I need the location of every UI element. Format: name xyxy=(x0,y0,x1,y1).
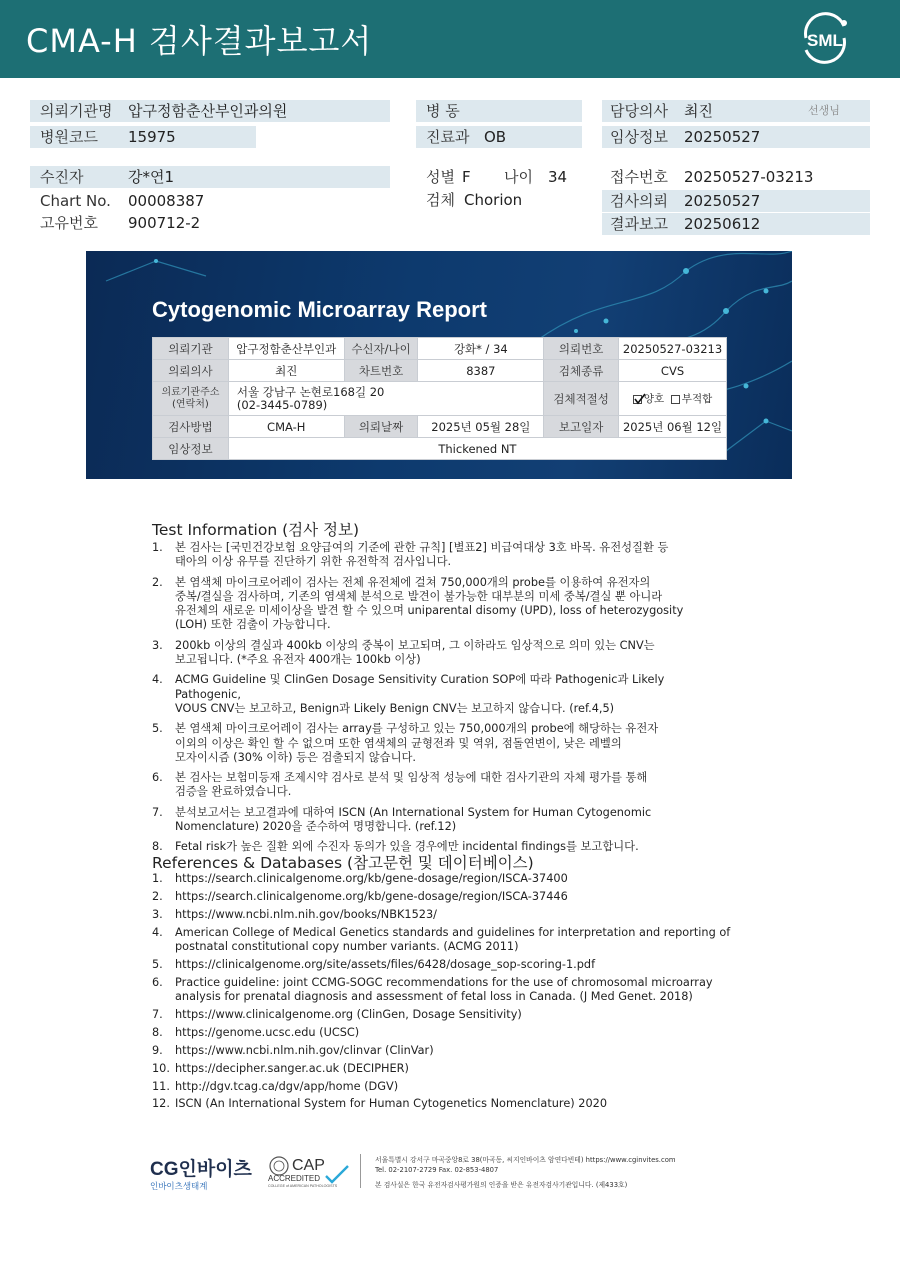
list-item xyxy=(152,722,732,765)
list-item-line: Fetal risk가 높은 질환 외에 수진자 동의가 있을 경우에만 incidental findings를 보고합니다. xyxy=(175,840,639,854)
test-info-list xyxy=(152,541,732,861)
list-item-line: https://search.clinicalgenome.org/kb/gene-dosage/region/ISCA-37400 xyxy=(175,872,568,885)
table-cell: 수신자/나이 xyxy=(344,338,418,360)
dept-value: OB xyxy=(484,128,507,146)
report-banner xyxy=(86,251,792,479)
footer xyxy=(150,1152,710,1192)
sex-value: F xyxy=(462,168,471,186)
list-item-line: 분석보고서는 보고결과에 대하여 ISCN (An International System for Human Cytogenomic xyxy=(175,805,652,819)
patient-value: 강*연1 xyxy=(128,168,175,186)
institution-label: 의뢰기관명 xyxy=(40,102,113,120)
list-item xyxy=(152,1044,732,1058)
report-date-value: 20250612 xyxy=(684,215,761,233)
list-item xyxy=(152,541,732,570)
report-title: CMA-H 검사결과보고서 xyxy=(26,22,373,60)
list-item-number: 11. xyxy=(152,1079,170,1093)
table-cell: 의뢰의사 xyxy=(153,360,229,382)
footer-contact: Tel. 02-2107-2729 Fax. 02-853-4807 xyxy=(375,1166,499,1174)
list-item-line: Practice guideline: joint CCMG-SOGC recommendations for the use of chromosomal microarray xyxy=(175,975,713,989)
doctor-suffix: 선생님 xyxy=(808,104,840,117)
list-item-number: 4. xyxy=(152,673,163,687)
sml-logo-icon xyxy=(796,12,854,64)
list-item xyxy=(152,1097,732,1111)
list-item-line: https://decipher.sanger.ac.uk (DECIPHER) xyxy=(175,1061,409,1075)
ward-label: 병 동 xyxy=(426,102,460,120)
table-cell: 검체종류 xyxy=(544,360,619,382)
list-item-line: ACMG Guideline 및 ClinGen Dosage Sensitivity Curation SOP에 따라 Pathogenic과 Likely Pathogenic, xyxy=(175,673,665,701)
logo-text: SML xyxy=(807,31,843,50)
hospital-code-value: 15975 xyxy=(128,128,176,146)
list-item xyxy=(152,806,732,835)
list-item-line: https://search.clinicalgenome.org/kb/gene-dosage/region/ISCA-37446 xyxy=(175,889,568,903)
list-item-line: https://www.ncbi.nlm.nih.gov/books/NBK1523/ xyxy=(175,907,437,921)
list-item-number: 5. xyxy=(152,722,163,736)
suitability-cell xyxy=(619,382,727,416)
list-item-line: 모자이시즘 (30% 이하) 등은 검출되지 않습니다. xyxy=(175,750,416,764)
list-item-line: (LOH) 또한 검출이 가능합니다. xyxy=(175,618,331,632)
list-item-line: 본 염색체 마이크로어레이 검사는 array를 구성하고 있는 750,000개의 probe에 해당하는 유전자 xyxy=(175,722,659,736)
cap-accredited-text: ACCREDITED xyxy=(268,1174,321,1183)
hospital-code-label: 병원코드 xyxy=(40,128,98,146)
table-cell: 최진 xyxy=(228,360,344,382)
banner-title: Cytogenomic Microarray Report xyxy=(152,297,487,322)
table-cell: 임상정보 xyxy=(153,438,229,460)
unique-no-label: 고유번호 xyxy=(40,214,98,232)
address-cell xyxy=(228,382,543,416)
specimen-value: Chorion xyxy=(464,191,523,209)
unsuitable-label: 부적합 xyxy=(681,393,713,405)
dept-label: 진료과 xyxy=(426,128,470,146)
report-date-field xyxy=(602,213,870,235)
list-item xyxy=(152,908,732,922)
list-item-line: https://www.ncbi.nlm.nih.gov/clinvar (ClinVar) xyxy=(175,1043,434,1057)
ward-field xyxy=(416,100,582,122)
table-cell: Thickened NT xyxy=(228,438,726,460)
list-item-line: Nomenclature) 2020을 준수하여 명명합니다. (ref.12) xyxy=(175,820,457,834)
list-item xyxy=(152,926,732,955)
cap-small-text: COLLEGE of AMERICAN PATHOLOGISTS xyxy=(268,1184,338,1188)
unique-no-value: 900712-2 xyxy=(128,214,201,232)
list-item-line: 이외의 이상은 확인 할 수 없으며 또한 염색체의 균형전좌 및 역위, 점돌연변이, 낮은 레벨의 xyxy=(175,736,622,750)
patient-label: 수진자 xyxy=(40,168,84,186)
list-item-number: 3. xyxy=(152,907,163,921)
institution-field xyxy=(30,100,390,122)
chart-no-value: 00008387 xyxy=(128,192,205,210)
list-item-number: 10. xyxy=(152,1061,170,1075)
patient-field xyxy=(30,166,390,188)
table-cell: 8387 xyxy=(418,360,544,382)
list-item-line: 태아의 이상 유무를 진단하기 위한 유전학적 검사입니다. xyxy=(175,555,452,569)
list-item xyxy=(152,1062,732,1076)
chart-no-label: Chart No. xyxy=(40,192,111,210)
cg-invites-logo: CG인바이츠 xyxy=(150,1159,252,1180)
receipt-field xyxy=(602,166,870,188)
dept-field xyxy=(416,126,582,148)
receipt-value: 20250527-03213 xyxy=(684,168,814,186)
table-cell: 차트번호 xyxy=(344,360,418,382)
list-item-line: ISCN (An International System for Human Cytogenetics Nomenclature) 2020 xyxy=(175,1097,608,1111)
doctor-label: 담당의사 xyxy=(610,102,668,120)
list-item xyxy=(152,771,732,800)
list-item-number: 7. xyxy=(152,805,163,819)
list-item-line: 중복/결실을 검사하며, 기존의 염색체 분석으로 발견이 불가능한 대부분의 미세 중복/결실 뿐 아니라 xyxy=(175,589,663,603)
list-item-number: 1. xyxy=(152,541,163,554)
test-info-title: Test Information (검사 정보) xyxy=(152,521,360,539)
specimen-field xyxy=(416,189,586,211)
institution-value: 압구정함춘산부인과의원 xyxy=(128,102,288,120)
clinical-field xyxy=(602,126,870,148)
unique-no-field xyxy=(30,212,390,234)
list-item-number: 7. xyxy=(152,1007,163,1021)
table-cell: 의뢰날짜 xyxy=(344,416,418,438)
age-label: 나이 xyxy=(504,168,533,186)
clinical-label: 임상정보 xyxy=(610,128,668,146)
list-item-line: https://clinicalgenome.org/site/assets/files/6428/dosage_sop-scoring-1.pdf xyxy=(175,957,596,971)
footer-address: 서울특별시 강서구 마곡중앙8로 38(마곡동, 씨지인바이츠 암연다빈테) https://www.cginvites.com xyxy=(375,1156,676,1164)
list-item xyxy=(152,890,732,904)
sex-age-field xyxy=(416,166,586,188)
footer-divider xyxy=(360,1154,361,1188)
chart-no-field xyxy=(30,190,390,212)
list-item-number: 12. xyxy=(152,1097,170,1111)
report-date-label: 결과보고 xyxy=(610,215,668,233)
table-row xyxy=(153,438,727,460)
list-item-line: American College of Medical Genetics standards and guidelines for interpretation and reporting of xyxy=(175,925,731,939)
request-label: 검사의뢰 xyxy=(610,192,668,210)
list-item-line: 200kb 이상의 결실과 400kb 이상의 중복이 보고되며, 그 이하라도 임상적으로 의미 있는 CNV는 xyxy=(175,638,655,652)
list-item-line: 보고됩니다. (*주요 유전자 400개는 100kb 이상) xyxy=(175,653,421,667)
doctor-value: 최진 xyxy=(684,102,713,120)
hospital-code-field xyxy=(30,126,256,148)
clinical-value: 20250527 xyxy=(684,128,761,146)
list-item-number: 1. xyxy=(152,872,163,885)
cap-text: CAP xyxy=(292,1157,325,1174)
table-cell: 2025년 05월 28일 xyxy=(418,416,544,438)
report-header xyxy=(0,0,900,78)
list-item xyxy=(152,1080,732,1094)
list-item xyxy=(152,872,732,886)
request-info-table xyxy=(152,337,727,460)
table-row xyxy=(153,360,727,382)
table-cell: 20250527-03213 xyxy=(619,338,727,360)
list-item-number: 9. xyxy=(152,1043,163,1057)
list-item-number: 4. xyxy=(152,925,163,939)
list-item-line: 본 검사는 보험미등재 조제시약 검사로 분석 및 임상적 성능에 대한 검사기관의 자체 평가를 통해 xyxy=(175,771,648,785)
footer-certification: 본 검사실은 한국 유전자검사평가원의 인증을 받은 유전자검사기관입니다. (제433호) xyxy=(375,1181,628,1189)
list-item-number: 8. xyxy=(152,840,163,854)
phone-line: (02-3445-0789) xyxy=(236,397,328,412)
list-item xyxy=(152,1008,732,1022)
table-cell: 의뢰번호 xyxy=(544,338,619,360)
table-cell: 압구정함춘산부인과 xyxy=(228,338,344,360)
list-item xyxy=(152,976,732,1005)
specimen-label: 검체 xyxy=(426,191,455,209)
table-cell: 강화* / 34 xyxy=(418,338,544,360)
list-item-number: 6. xyxy=(152,975,163,989)
address-line: 서울 강남구 논현로168길 20 xyxy=(236,384,385,399)
suitable-checkbox-checked-icon xyxy=(633,395,642,404)
list-item-line: analysis for prenatal diagnosis and assessment of fetal loss in Canada. (J Med Genet. 2018) xyxy=(175,990,693,1004)
list-item-line: 본 염색체 마이크로어레이 검사는 전체 유전체에 걸쳐 750,000개의 probe를 이용하여 유전자의 xyxy=(175,575,651,589)
unsuitable-checkbox-icon xyxy=(671,395,680,404)
list-item-number: 2. xyxy=(152,889,163,903)
list-item-line: postnatal constitutional copy number variants. (ACMG 2011) xyxy=(175,939,519,953)
suitable-label: 양호 xyxy=(643,393,665,405)
list-item-line: VOUS CNV는 보고하고, Benign과 Likely Benign CNV는 보고하지 않습니다. (ref.4,5) xyxy=(175,701,615,715)
list-item-line: https://www.clinicalgenome.org (ClinGen, Dosage Sensitivity) xyxy=(175,1007,522,1021)
list-item xyxy=(152,673,732,716)
table-cell: CMA-H xyxy=(228,416,344,438)
table-cell: CVS xyxy=(619,360,727,382)
table-cell: 의뢰기관 xyxy=(153,338,229,360)
references-title: References & Databases (참고문헌 및 데이터베이스) xyxy=(152,854,534,872)
list-item-number: 8. xyxy=(152,1025,163,1039)
cap-accredited-logo xyxy=(268,1152,356,1188)
list-item xyxy=(152,958,732,972)
list-item-line: 유전체의 새로운 미세이상을 발견 할 수 있으며 uniparental disomy (UPD), loss of heterozygosity xyxy=(175,604,684,618)
table-cell: 2025년 06월 12일 xyxy=(619,416,727,438)
list-item-line: 본 검사는 [국민건강보험 요양급여의 기준에 관한 규칙] [별표2] 비급여대상 3호 바목. 유전성질환 등 xyxy=(175,541,669,554)
list-item-line: http://dgv.tcag.ca/dgv/app/home (DGV) xyxy=(175,1079,399,1093)
age-value: 34 xyxy=(548,168,568,186)
request-value: 20250527 xyxy=(684,192,761,210)
list-item-number: 5. xyxy=(152,957,163,971)
list-item-line: 검증을 완료하였습니다. xyxy=(175,785,292,799)
list-item-number: 6. xyxy=(152,771,163,785)
list-item-line: https://genome.ucsc.edu (UCSC) xyxy=(175,1025,360,1039)
list-item-number: 2. xyxy=(152,575,163,589)
cg-invites-tagline: 인바이츠생태계 xyxy=(150,1182,208,1192)
table-cell: 검체적절성 xyxy=(544,382,619,416)
receipt-label: 접수번호 xyxy=(610,168,668,186)
request-field xyxy=(602,190,870,212)
list-item xyxy=(152,1026,732,1040)
list-item xyxy=(152,639,732,668)
list-item xyxy=(152,576,732,633)
doctor-field xyxy=(602,100,870,122)
table-row xyxy=(153,338,727,360)
list-item-number: 3. xyxy=(152,638,163,652)
table-row xyxy=(153,416,727,438)
sex-label: 성별 xyxy=(426,168,455,186)
table-row xyxy=(153,382,727,416)
table-cell: 의료기관주소 (연락처) xyxy=(153,382,229,416)
table-cell: 보고일자 xyxy=(544,416,619,438)
references-list xyxy=(152,872,732,1115)
table-cell: 검사방법 xyxy=(153,416,229,438)
